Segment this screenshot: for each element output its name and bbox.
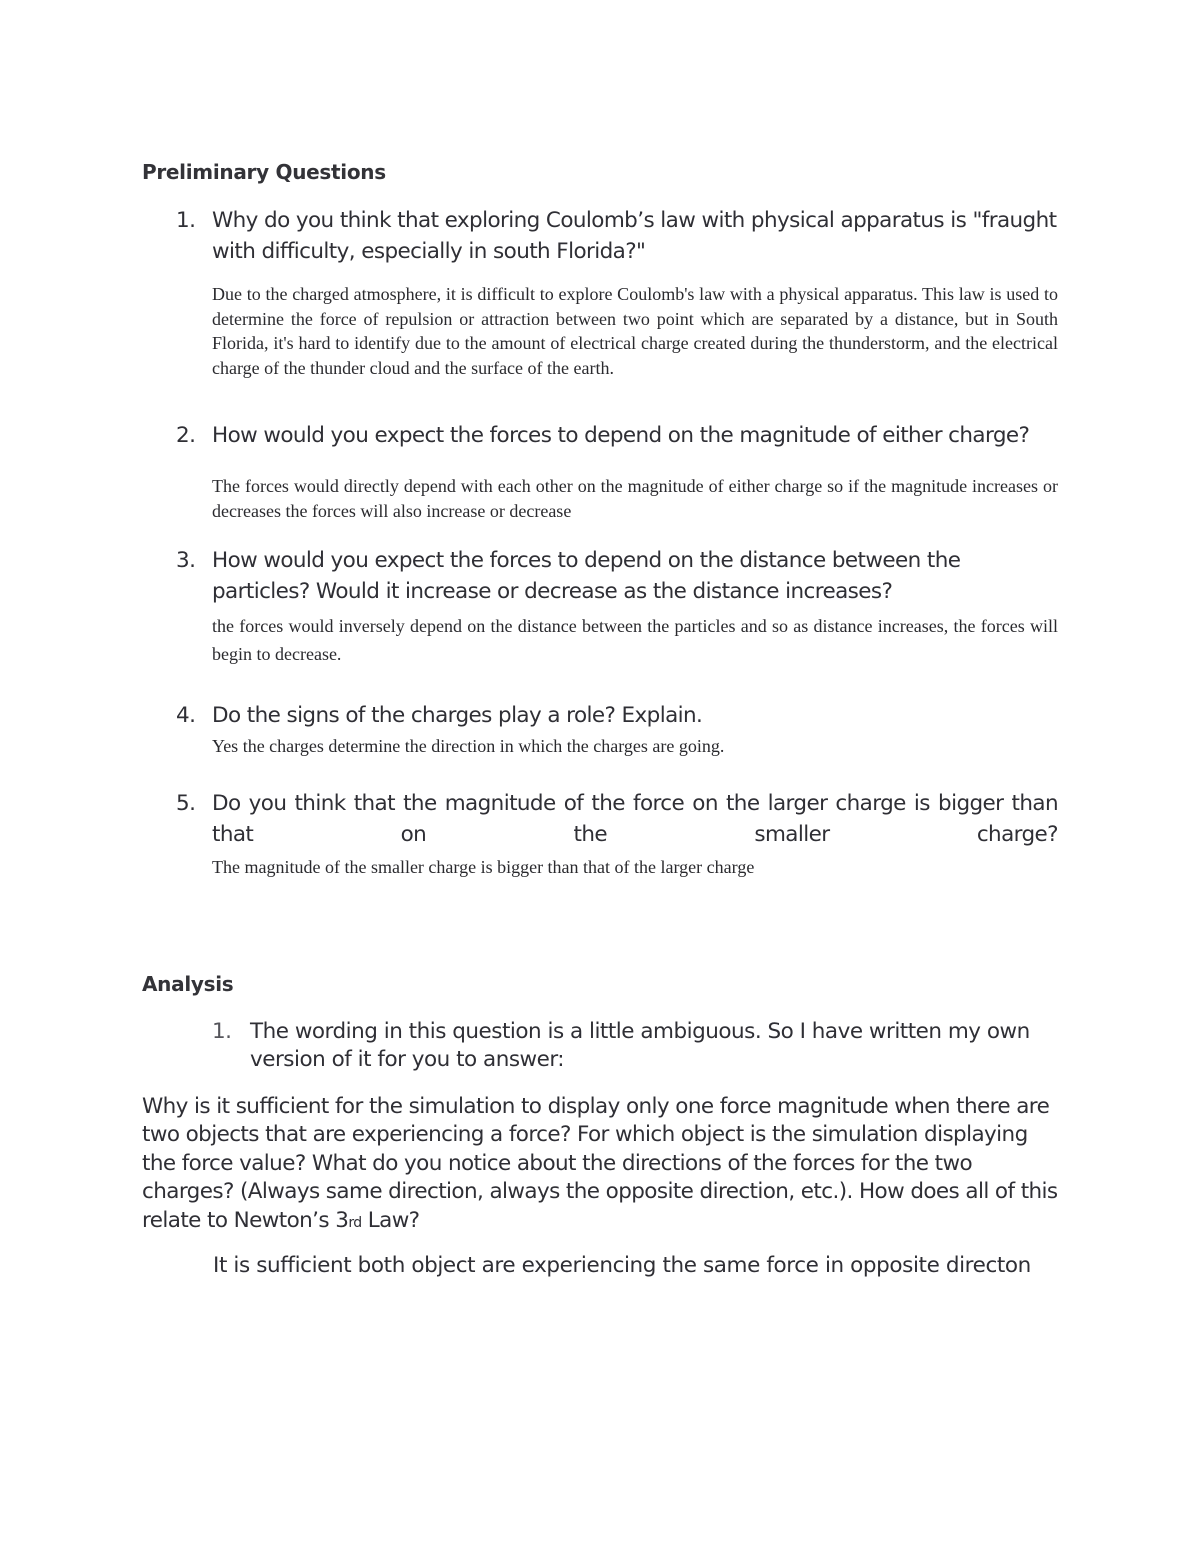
question-text: The wording in this question is a little ambiguous. So I have written my own version of it for you to answer:	[250, 1019, 1030, 1072]
preliminary-question-4	[176, 700, 1058, 731]
question-text-line-2: that on the smaller charge?	[212, 822, 1058, 847]
question-number: 2.	[176, 423, 196, 448]
question-number: 5.	[176, 791, 196, 816]
question-text-line-1: Do you think that the magnitude of the force on the larger charge is bigger than	[212, 791, 1058, 816]
question-text	[212, 788, 1058, 850]
preliminary-answer-5: The magnitude of the smaller charge is bigger than that of the larger charge	[212, 857, 755, 877]
question-number: 1.	[212, 1019, 232, 1044]
preliminary-answer-1: Due to the charged atmosphere, it is difficult to explore Coulomb's law with a physical apparatus. This law is used to determine the force of repulsion or attraction between two point which are separated by a distance, but in South Florida, it's hard to identify due to the amount of electrical charge created during the thunderstorm, and the electrical charge of the thunder cloud and the surface of the earth.	[212, 284, 1058, 378]
question-text: How would you expect the forces to depend on the distance between the particles? Would it increase or decrease as the distance increases?	[212, 548, 961, 604]
question-text: How would you expect the forces to depend on the magnitude of either charge?	[212, 423, 1030, 448]
preliminary-question-2	[176, 420, 1058, 451]
preliminary-question-5	[176, 788, 1058, 850]
analysis-question-1	[212, 1018, 1058, 1074]
analysis-prompt-text: Why is it sufficient for the simulation to display only one force magnitude when there are two objects that are experiencing a force? For which object is the simulation displaying the force value? What do you notice about the directions of the forces for the two charges? (Always same direction, always the opposite direction, etc.). How does all of this relate to Newton’s 3	[142, 1094, 1058, 1233]
analysis-heading: Analysis	[142, 972, 234, 996]
preliminary-answer-2: The forces would directly depend with each other on the magnitude of either charge so if the magnitude increases or decreases the forces will also increase or decrease	[212, 476, 1058, 521]
preliminary-questions-heading: Preliminary Questions	[142, 160, 386, 184]
analysis-prompt	[142, 1093, 1058, 1237]
question-text: Do the signs of the charges play a role? Explain.	[212, 703, 703, 728]
ordinal-suffix: rd	[348, 1214, 362, 1231]
analysis-prompt-end: Law?	[361, 1207, 420, 1233]
preliminary-question-1	[176, 205, 1058, 267]
question-number: 4.	[176, 703, 196, 728]
preliminary-answer-4: Yes the charges determine the direction in which the charges are going.	[212, 736, 725, 756]
preliminary-question-3	[176, 545, 1058, 607]
preliminary-answer-3: the forces would inversely depend on the distance between the particles and so as distance increases, the forces will begin to decrease.	[212, 616, 1058, 664]
analysis-answer: It is sufficient both object are experiencing the same force in opposite directon	[213, 1253, 1031, 1278]
question-number: 1.	[176, 208, 196, 233]
question-number: 3.	[176, 548, 196, 573]
question-text: Why do you think that exploring Coulomb’s law with physical apparatus is "fraught with difficulty, especially in south Florida?"	[212, 208, 1057, 264]
